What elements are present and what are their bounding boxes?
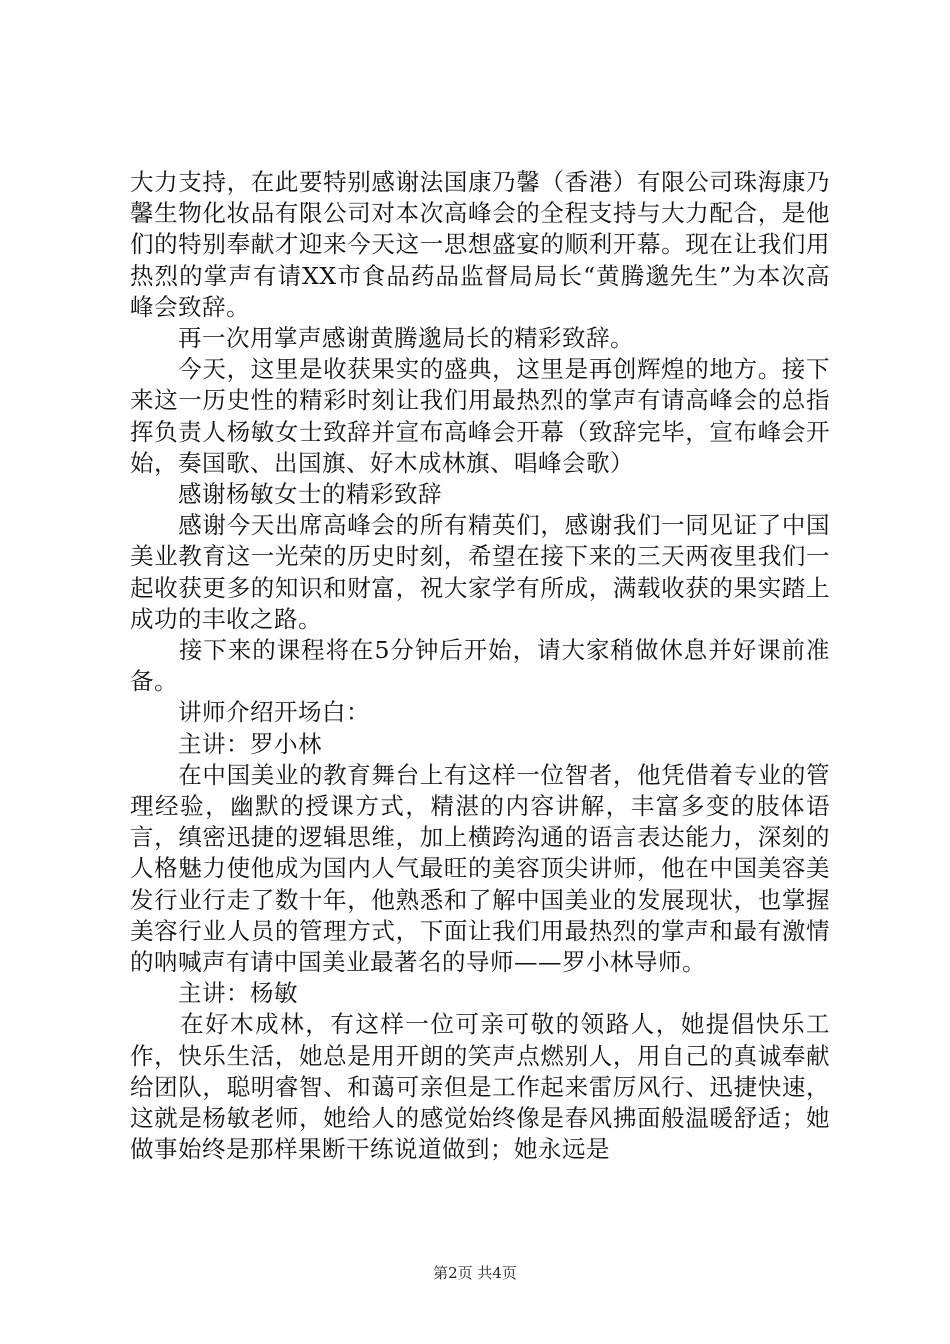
paragraph-thanks-elites: 感谢今天出席高峰会的所有精英们，感谢我们一同见证了中国美业教育这一光荣的历史时刻，希望在接下来的三天两夜里我们一起收获更多的知识和财富，祝大家学有所成，满载收获的果实踏上成功的丰收之路。 — [130, 511, 830, 633]
paragraph-break-notice: 接下来的课程将在5分钟后开始，请大家稍做休息并好课前准备。 — [130, 636, 830, 696]
paragraph-lecturer-intro-heading: 讲师介绍开场白： — [130, 698, 370, 727]
paragraph-speaker-luo-heading: 主讲：罗小林 — [130, 729, 322, 758]
paragraph-sponsor-thanks: 大力支持，在此要特别感谢法国康乃馨（香港）有限公司珠海康乃馨生物化妆品有限公司对本次高峰会的全程支持与大力配合，是他们的特别奉献才迎来今天这一思想盛宴的顺利开幕。现在让我们用热烈的掌声有请XX市食品药品监督局局长“黄腾邈先生”为本次高峰会致辞。 — [130, 168, 830, 321]
page-number-footer: 第2页 共4页 — [433, 1264, 517, 1282]
paragraph-speaker-luo-bio: 在中国美业的教育舞台上有这样一位智者，他凭借着专业的管理经验，幽默的授课方式，精湛的内容讲解，丰富多变的肢体语言，缜密迅捷的逻辑思维，加上横跨沟通的语言表达能力，深刻的人格魅力使他成为国内人气最旺的美容顶尖讲师，他在中国美容美发行业行走了数十年，他熟悉和了解中国美业的发展现状，也掌握美容行业人员的管理方式，下面让我们用最热烈的掌声和最有激情的呐喊声有请中国美业最著名的导师——罗小林导师。 — [130, 760, 830, 977]
paragraph-speaker-yang-heading: 主讲：杨敏 — [130, 979, 298, 1008]
document-body — [130, 167, 830, 1166]
paragraph-opening-ceremony: 今天，这里是收获果实的盛典，这里是再创辉煌的地方。接下来这一历史性的精彩时刻让我们用最热烈的掌声有请高峰会的总指挥负责人杨敏女士致辞并宣布高峰会开幕（致辞完毕，宣布峰会开始，奏国歌、出国旗、好木成林旗、唱峰会歌） — [130, 355, 830, 477]
paragraph-speaker-yang-bio: 在好木成林，有这样一位可亲可敬的领路人，她提倡快乐工作，快乐生活，她总是用开朗的笑声点燃别人，用自己的真诚奉献给团队，聪明睿智、和蔼可亲但是工作起来雷厉风行、迅捷快速，这就是杨敏老师，她给人的感觉始终像是春风拂面般温暖舒适；她做事始终是那样果断干练说道做到；她永远是 — [130, 1010, 830, 1164]
paragraph-thanks-huang: 再一次用掌声感谢黄腾邈局长的精彩致辞。 — [130, 324, 634, 353]
paragraph-thanks-yang: 感谢杨敏女士的精彩致辞 — [130, 480, 442, 509]
